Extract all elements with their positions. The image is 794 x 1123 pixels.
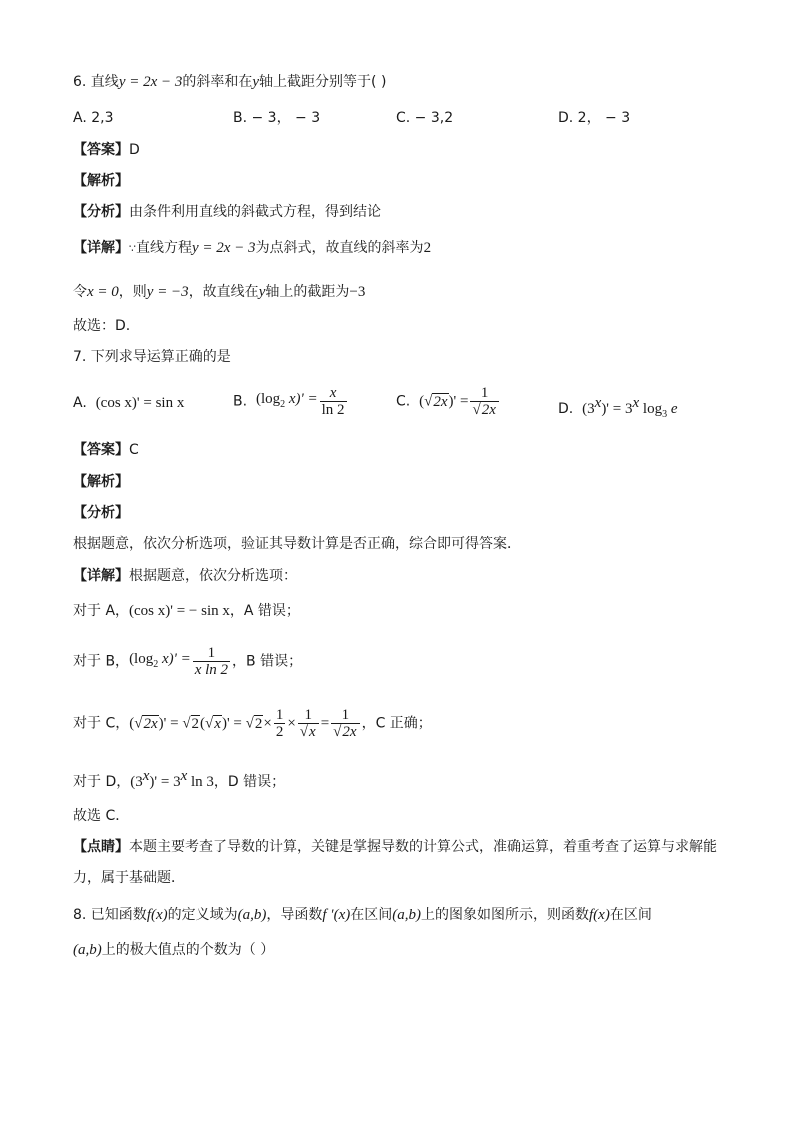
q6-stem-mid: 的斜率和在	[182, 74, 253, 90]
q8-stem-2	[73, 940, 274, 960]
sqrt-icon: √	[245, 715, 254, 732]
q6-option-c: C. − 3,2	[396, 110, 454, 126]
q7-case-c-eq3: (	[200, 715, 206, 732]
q6-xiangjie-2c: ，故直线在	[188, 284, 259, 300]
sqrt-icon: √	[424, 393, 433, 410]
q7-option-d-label: D.	[558, 401, 574, 417]
q7-answer-value: C	[129, 442, 139, 458]
sqrt-icon: √	[182, 715, 191, 732]
q7-case-a-pre: 对于 A，	[73, 603, 130, 619]
q7-case-b-post: ，B 错误；	[232, 653, 303, 670]
q7-stem: 7. 下列求导运算正确的是	[73, 349, 231, 365]
q7-option-c-num: 1	[480, 385, 489, 401]
sqrt-icon: √	[333, 724, 342, 740]
sqrt-icon: √	[205, 715, 214, 732]
q7-case-c-eq2: )' =	[158, 715, 179, 732]
q6-answer-value: D	[129, 142, 140, 158]
q7-xiangjie-label: 【详解】	[73, 568, 129, 584]
q8-s1: 8. 已知函数	[73, 907, 147, 923]
sqrt-icon: √	[299, 724, 309, 740]
q7-case-b-sub: 2	[153, 658, 159, 670]
q7-case-c-f2-num: 1	[304, 707, 312, 723]
q7-fenxi-label: 【分析】	[73, 505, 129, 521]
q8-f2: f(x)	[589, 907, 610, 923]
q7-case-a-post: ，A 错误；	[229, 603, 300, 619]
q7-option-d-end: e	[667, 401, 678, 417]
q7-case-c-math-1	[129, 715, 272, 732]
q7-case-c-f1-num: 1	[275, 707, 284, 723]
q7-option-b-fraction	[320, 385, 347, 418]
q7-case-c	[73, 707, 432, 740]
q7-case-d	[73, 766, 285, 792]
q6-answer-label: 【答案】	[73, 142, 129, 158]
q7-case-c-fraction-3	[331, 707, 359, 740]
q7-option-c-den	[470, 401, 498, 418]
q6-option-b: B. − 3， − 3	[233, 110, 321, 126]
q7-option-d-math	[582, 395, 678, 420]
q6-stem-equation: y = 2x − 3	[118, 74, 183, 90]
q8-ab2: (a,b)	[392, 907, 421, 923]
q8-s6: 在区间	[609, 907, 652, 923]
q7-case-d-post: ，D 错误；	[213, 774, 286, 790]
q6-xiangjie-1	[73, 238, 431, 259]
q7-case-c-eq1: (	[129, 715, 135, 732]
q7-case-c-f3-rad: 2x	[342, 724, 357, 740]
q8-s5: 上的图象如图所示，则函数	[421, 907, 589, 923]
q7-dianjing-label: 【点睛】	[73, 839, 129, 855]
q7-xiangjie	[73, 566, 297, 586]
q7-case-c-rad4: 2	[254, 715, 263, 732]
q7-case-c-eq4: )' =	[221, 715, 242, 732]
q7-option-d-left: (3	[582, 401, 595, 417]
q7-option-a-label: A.	[73, 395, 87, 411]
q7-case-b	[73, 645, 302, 678]
q7-case-b-pre: 对于 B，	[73, 653, 130, 670]
q7-case-d-math	[130, 768, 214, 790]
q7-case-c-f3-den	[331, 723, 359, 740]
q7-case-c-rad3: x	[214, 715, 221, 732]
q6-xiangjie-1eq: y = 2x − 3	[192, 240, 256, 256]
q7-option-d-sup: x	[594, 395, 602, 411]
q7-option-d-mid: )' = 3	[601, 401, 633, 417]
q7-case-b-math	[129, 650, 191, 670]
q8-ab3: (a,b)	[73, 942, 102, 958]
q6-xiangjie-2eq: x = 0	[87, 284, 119, 300]
q7-option-b-sub: 2	[280, 398, 286, 410]
q7-case-c-times-2: ×	[287, 715, 296, 732]
q7-option-a	[73, 393, 184, 413]
q7-option-c-mid: )' =	[448, 393, 469, 410]
q7-option-b-math	[255, 390, 318, 410]
q7-case-d-end: ln 3	[187, 774, 214, 790]
q7-case-b-fraction	[193, 645, 230, 678]
q7-jiexi: 【解析】	[73, 474, 129, 490]
q7-dianjing-2: 力，属于基础题．	[73, 870, 185, 886]
q7-option-d-sup2: x	[632, 395, 640, 411]
q8-s2: 的定义域为	[167, 907, 238, 923]
q7-case-a	[73, 601, 300, 621]
q7-option-b-den: ln 2	[321, 402, 345, 418]
q6-fenxi-label: 【分析】	[73, 204, 129, 220]
q7-option-c-fraction	[470, 385, 498, 418]
q7-conclusion: 故选 C．	[73, 808, 130, 824]
q7-case-c-eq5: =	[320, 715, 330, 732]
q7-case-c-rad1: 2x	[143, 715, 158, 732]
q6-xiangjie-2eq2: y = −3	[146, 284, 189, 300]
q7-option-c-label: C.	[396, 393, 411, 410]
q8-fprime: f ′(x)	[322, 907, 351, 923]
q7-option-a-math: (cos x)' = sin x	[95, 395, 185, 411]
q6-stem-suffix: 轴上截距分别等于( )	[259, 74, 387, 90]
q7-case-d-left: (3	[130, 774, 143, 790]
q7-option-d-log: log	[639, 401, 663, 417]
because-icon: ∵	[129, 242, 136, 255]
q6-conclusion: 故选：D.	[73, 318, 131, 334]
q6-xiangjie-1b: 为点斜式，故直线的斜率为	[255, 240, 424, 256]
q7-option-b-num: x	[329, 385, 337, 401]
q8-s7: 上的极大值点的个数为（ ）	[101, 942, 275, 958]
q6-option-d: D. 2， − 3	[558, 110, 631, 126]
q6-fenxi-text: 由条件利用直线的斜截式方程，得到结论	[129, 204, 381, 220]
q8-stem-1	[73, 905, 652, 925]
q6-xiangjie-1a: 直线方程	[136, 240, 192, 256]
q6-fenxi	[73, 202, 381, 222]
q7-xiangjie-text: 根据题意，依次分析选项：	[129, 568, 297, 584]
q8-ab1: (a,b)	[237, 907, 267, 923]
q7-case-d-pre: 对于 D，	[73, 774, 131, 790]
q7-case-d-sup2: x	[180, 768, 188, 784]
q6-stem	[73, 72, 386, 92]
q7-option-c-radicand: 2x	[433, 393, 448, 410]
q7-fenxi-text: 根据题意，依次分析选项，验证其导数计算是否正确，综合即可得答案．	[73, 536, 521, 552]
q7-case-a-math: (cos x)' = − sin x	[129, 603, 230, 619]
q6-xiangjie-2f: −3	[349, 284, 366, 300]
q7-option-c	[396, 385, 501, 418]
q7-option-b-mid: x)' =	[285, 390, 318, 407]
q6-xiangjie-2b: ，则	[118, 284, 147, 300]
q7-case-c-f1-den: 2	[275, 724, 284, 740]
q6-stem-axis: y	[252, 74, 260, 90]
q7-option-c-math	[419, 393, 468, 410]
q7-option-c-den-radicand: 2x	[481, 402, 496, 418]
q6-xiangjie-2a: 令	[73, 284, 87, 300]
q7-case-b-left: (log	[129, 650, 154, 667]
q6-xiangjie-2	[73, 282, 365, 302]
q6-jiexi: 【解析】	[73, 173, 129, 189]
q7-case-c-fraction-2	[298, 707, 319, 740]
q7-case-d-sup: x	[142, 768, 150, 784]
sqrt-icon: √	[472, 402, 481, 418]
q7-answer	[73, 440, 139, 460]
q6-answer	[73, 140, 140, 160]
q7-case-c-post: ，C 正确；	[361, 715, 432, 732]
q6-xiangjie-1c: 2	[423, 240, 432, 256]
q7-option-b-left: (log	[255, 390, 281, 407]
q8-s3: ，导函数	[266, 907, 323, 923]
q6-xiangjie-2e: 轴上的截距为	[265, 284, 350, 300]
q7-option-d	[558, 393, 678, 425]
q8-s4: 在区间	[350, 907, 393, 923]
q7-case-c-f2-den	[298, 723, 319, 740]
q7-option-c-left: (	[419, 393, 425, 410]
sqrt-icon: √	[134, 715, 143, 732]
q7-option-b-label: B.	[233, 393, 248, 410]
q7-case-c-rad2: 2	[191, 715, 200, 732]
q7-case-b-mid: x)' =	[158, 650, 191, 667]
q7-case-b-den: x ln 2	[194, 662, 229, 678]
q7-case-c-pre: 对于 C，	[73, 715, 130, 732]
q7-dianjing-text-1: 本题主要考查了导数的计算，关键是掌握导数的计算公式，准确运算，着重考查了运算与求解能	[129, 839, 717, 855]
q6-xiangjie-2d: y	[258, 284, 266, 300]
q7-case-c-fraction-1	[274, 707, 286, 740]
q7-option-d-sub: 3	[662, 409, 668, 420]
q7-dianjing-1	[73, 837, 717, 857]
q6-stem-prefix: 6. 直线	[73, 74, 119, 90]
q7-case-d-mid: )' = 3	[149, 774, 181, 790]
q7-case-c-times-1: ×	[263, 715, 272, 732]
q7-case-c-f3-num: 1	[341, 707, 350, 723]
q6-xiangjie-label: 【详解】	[73, 240, 129, 256]
q7-option-b	[233, 385, 349, 418]
q7-case-b-num: 1	[207, 645, 216, 661]
q7-case-c-f2-rad: x	[309, 724, 316, 740]
q7-answer-label: 【答案】	[73, 442, 129, 458]
q8-f1: f(x)	[146, 907, 168, 923]
q6-option-a: A. 2,3	[73, 110, 114, 126]
